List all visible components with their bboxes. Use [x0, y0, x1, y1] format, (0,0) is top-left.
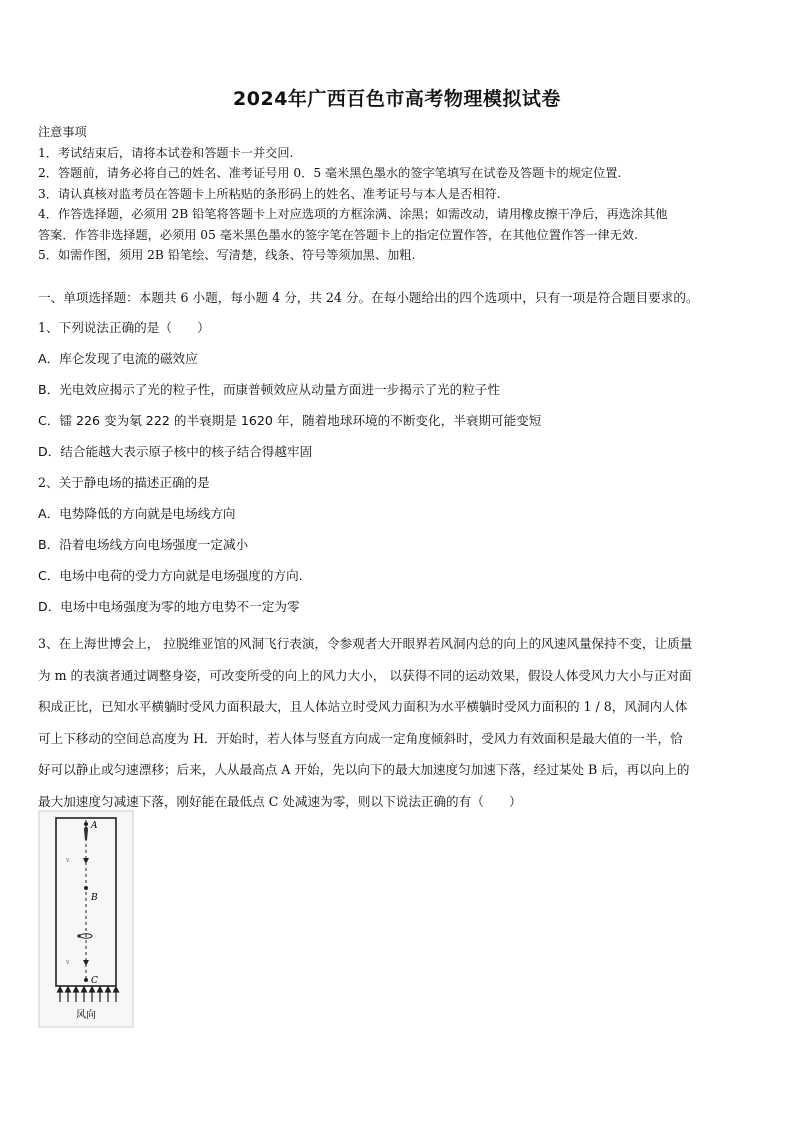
- question-3-line: 可上下移动的空间总高度为 H．开始时，若人体与竖直方向成一定角度倾斜时，受风力有效面积是最大值的一半，恰: [38, 730, 683, 746]
- question-1-option-b: B．光电效应揭示了光的粒子性，而康普顿效应从动量方面进一步揭示了光的粒子性: [38, 382, 501, 397]
- point-a-label: A: [91, 821, 98, 831]
- page-title: 2024年广西百色市高考物理模拟试卷: [233, 88, 561, 110]
- question-1-option-a: A．库仑发现了电流的磁效应: [38, 351, 198, 366]
- question-1-stem: 1、下列说法正确的是（ ）: [38, 320, 210, 335]
- question-3-stem: [38, 628, 760, 817]
- question-3-line: 最大加速度匀减速下落，刚好能在最低点 C 处减速为零，则以下说法正确的有（ ）: [38, 793, 522, 809]
- performer-head-icon: [84, 827, 88, 831]
- performer-head-icon: [77, 934, 80, 937]
- notice-item: 答案．作答非选择题，必须用 05 毫米黑色墨水的签字笔在答题卡上的指定位置作答，在其他位置作答一律无效.: [38, 227, 638, 242]
- point-b-dot: [84, 886, 88, 890]
- question-2-option-b: B．沿着电场线方向电场强度一定减小: [38, 537, 249, 552]
- point-b-label: B: [91, 893, 98, 903]
- notice-item: 1．考试结束后，请将本试卷和答题卡一并交回.: [38, 145, 294, 160]
- notice-heading: 注意事项: [38, 125, 87, 139]
- question-3-line: 为 m 的表演者通过调整身姿，可改变所受的向上的风力大小， 以获得不同的运动效果，假设人体受风力大小与正对面: [38, 667, 692, 683]
- point-a-dot: [84, 822, 88, 826]
- question-2-option-d: D．电场中电场强度为零的地方电势不一定为零: [38, 599, 300, 614]
- notice-item: 3．请认真核对监考员在答题卡上所粘贴的条形码上的姓名、准考证号与本人是否相符.: [38, 186, 501, 201]
- question-2-option-c: C．电场中电荷的受力方向就是电场强度的方向.: [38, 568, 303, 583]
- question-2-stem: 2、关于静电场的描述正确的是: [38, 475, 210, 490]
- notice-block: [38, 122, 758, 266]
- question-1-option-d: D．结合能越大表示原子核中的核子结合得越牢固: [38, 444, 313, 459]
- question-3-line: 3、在上海世博会上， 拉脱维亚馆的风洞飞行表演，令参观者大开眼界若风洞内总的向上的风速风量保持不变，让质量: [38, 636, 693, 651]
- wind-direction-caption: 风向: [76, 1010, 96, 1021]
- question-2-option-a: A．电势降低的方向就是电场线方向: [38, 506, 236, 521]
- notice-item: 2．答题前，请务必将自己的姓名、准考证号用 0．5 毫米黑色墨水的签字笔填写在试卷及答题卡的规定位置.: [38, 166, 622, 180]
- question-3-line: 好可以静止或匀速漂移；后来，人从最高点 A 开始，先以向下的最大加速度匀加速下落，经过某处 B 后，再以向上的: [38, 762, 690, 777]
- point-c-label: C: [91, 976, 98, 986]
- point-c-dot: [84, 978, 88, 982]
- section-heading: 一、单项选择题：本题共 6 小题，每小题 4 分，共 24 分。在每小题给出的四个选项中，只有一项是符合题目要求的。: [38, 290, 699, 305]
- notice-item: 5．如需作图，须用 2B 铅笔绘、写清楚，线条、符号等须加黑、加粗.: [38, 248, 416, 262]
- question-1-option-c: C．镭 226 变为氡 222 的半衰期是 1620 年，随着地球环境的不断变化，半衰期可能变短: [38, 413, 542, 428]
- question-3-line: 积成正比，已知水平横躺时受风力面积最大，且人体站立时受风力面积为水平横躺时受风力面积的 1 / 8，风洞内人体: [38, 699, 688, 714]
- wind-tunnel-diagram: [38, 810, 134, 1028]
- velocity-mark: v: [66, 857, 70, 864]
- notice-item: 4．作答选择题，必须用 2B 铅笔将答题卡上对应选项的方框涂满、涂黑；如需改动，请用橡皮擦干净后，再选涂其他: [38, 207, 668, 221]
- velocity-mark: v: [66, 959, 70, 966]
